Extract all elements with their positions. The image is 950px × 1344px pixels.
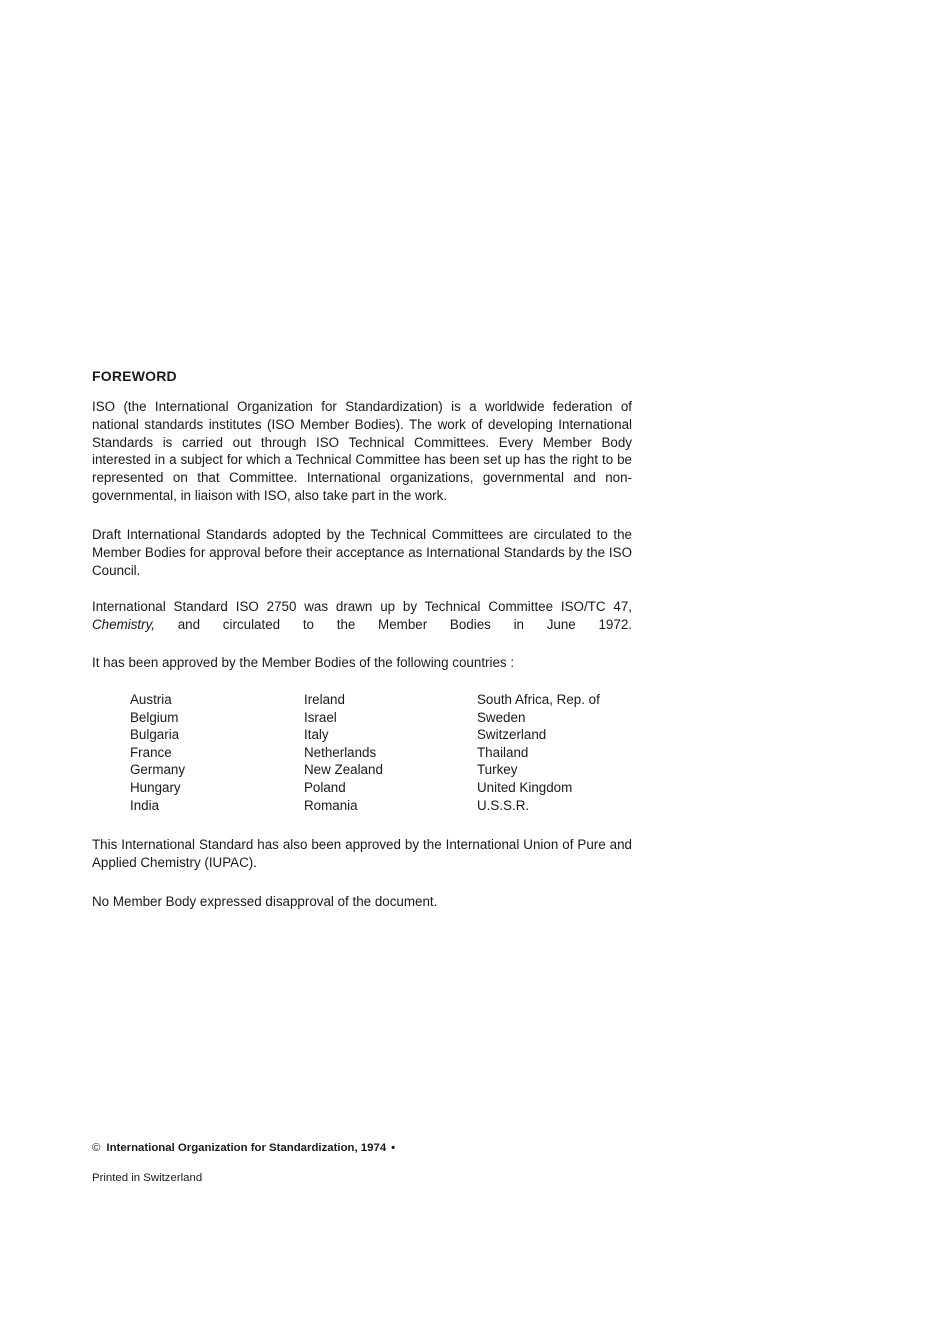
countries-column-3 [477, 691, 600, 814]
country-item: Poland [304, 779, 346, 795]
country-item: United Kingdom [477, 779, 573, 795]
copyright-notice [92, 1142, 395, 1154]
country-item: New Zealand [304, 762, 383, 778]
country-item: Austria [130, 692, 172, 707]
paragraph-3-text-end: and circulated to the Member Bodies in June 1972. [155, 616, 632, 632]
country-item: India [130, 797, 160, 813]
country-item: Turkey [477, 762, 518, 778]
country-item: France [130, 744, 172, 760]
country-item: Germany [130, 762, 186, 778]
country-item: Belgium [130, 709, 179, 725]
country-item: Bulgaria [130, 727, 180, 743]
foreword-paragraph-6: No Member Body expressed disapproval of the document. [92, 894, 438, 909]
foreword-paragraph-1: ISO (the International Organization for Standardization) is a worldwide federation of national standards institutes (ISO Member Bodies). The work of developing International Standards is carried out through ISO Technical Committees. Every Member Body interested in a subject for which a Technical Committee has been set up has the right to be represented on that Committee. International organizations, governmental and non-governmental, in liaison with ISO, also take part in the work. [92, 399, 632, 503]
foreword-paragraph-3 [92, 598, 632, 634]
countries-column-1 [130, 691, 185, 814]
country-item: Italy [304, 727, 329, 743]
printed-location: Printed in Switzerland [92, 1172, 203, 1184]
country-item: Hungary [130, 779, 181, 795]
country-item: Romania [304, 797, 358, 813]
country-item: Netherlands [304, 744, 377, 760]
foreword-paragraph-2: Draft International Standards adopted by the Technical Committees are circulated to the Member Bodies for approval before their acceptance as International Standards by the ISO Council. [92, 527, 632, 578]
foreword-paragraph-4: It has been approved by the Member Bodies of the following countries : [92, 655, 515, 670]
country-item: Switzerland [477, 727, 547, 743]
paragraph-3-committee-name: Chemistry, [92, 616, 155, 632]
countries-column-2 [304, 691, 383, 814]
copyright-symbol: © [92, 1142, 101, 1154]
country-item: Sweden [477, 709, 526, 725]
foreword-heading: FOREWORD [92, 368, 177, 384]
foreword-paragraph-5: This International Standard has also been approved by the International Union of Pure and Applied Chemistry (IUPAC). [92, 837, 632, 870]
country-item: Ireland [304, 692, 345, 707]
country-item: Israel [304, 709, 337, 725]
country-item: U.S.S.R. [477, 797, 530, 813]
country-item: Thailand [477, 744, 529, 760]
country-item: South Africa, Rep. of [477, 692, 600, 707]
bullet-icon: • [391, 1142, 396, 1154]
copyright-text: International Organization for Standardization, 1974 [106, 1142, 387, 1154]
paragraph-3-text-start: International Standard ISO 2750 was drawn up by Technical Committee ISO/TC 47, [92, 599, 632, 614]
